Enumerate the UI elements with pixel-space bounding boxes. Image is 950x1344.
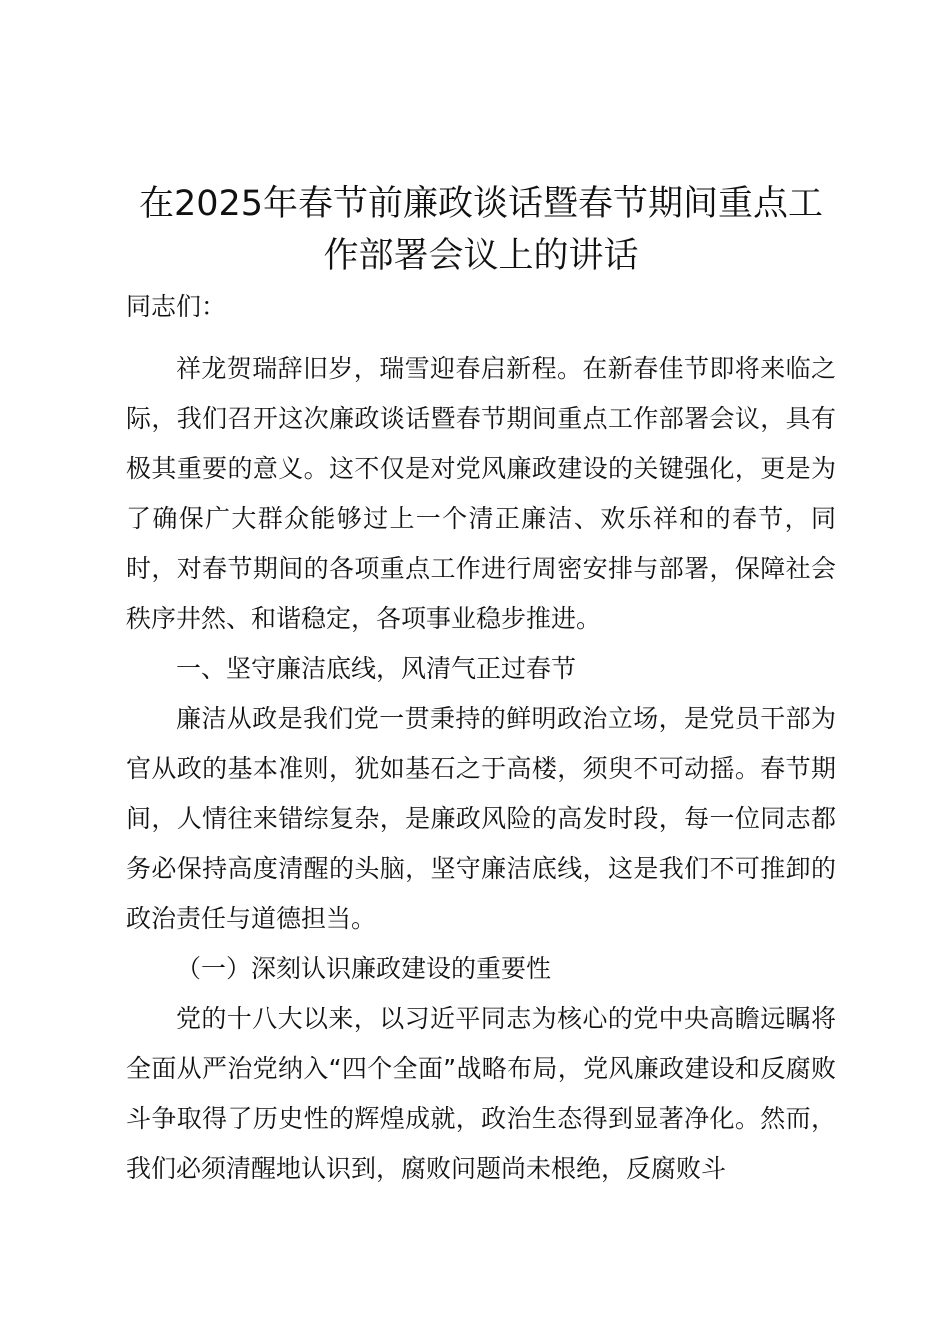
document-content (126, 178, 836, 1194)
document-title: 在2025年春节前廉政谈话暨春节期间重点工作部署会议上的讲话 (138, 184, 824, 276)
subsection-paragraph: 党的十八大以来，以习近平同志为核心的党中央高瞻远瞩将全面从严治党纳入“四个全面”战略布局，党风廉政建设和反腐败斗争取得了历史性的辉煌成就，政治生态得到显著净化。然而，我们必须清醒地认识到，腐败问题尚未根绝，反腐败斗 (126, 1004, 836, 1183)
intro-paragraph: 祥龙贺瑞辞旧岁，瑞雪迎春启新程。在新春佳节即将来临之际，我们召开这次廉政谈话暨春节期间重点工作部署会议，具有极其重要的意义。这不仅是对党风廉政建设的关键强化，更是为了确保广大群众能够过上一个清正廉洁、欢乐祥和的春节，同时，对春节期间的各项重点工作进行周密安排与部署，保障社会秩序井然、和谐稳定，各项事业稳步推进。 (126, 354, 836, 633)
salutation: 同志们： (126, 292, 227, 321)
subsection-heading: （一）深刻认识廉政建设的重要性 (176, 954, 552, 983)
section-heading: 一、坚守廉洁底线，风清气正过春节 (176, 654, 577, 683)
section-paragraph: 廉洁从政是我们党一贯秉持的鲜明政治立场，是党员干部为官从政的基本准则，犹如基石之于高楼，须臾不可动摇。春节期间，人情往来错综复杂，是廉政风险的高发时段，每一位同志都务必保持高度清醒的头脑，坚守廉洁底线，这是我们不可推卸的政治责任与道德担当。 (126, 704, 836, 933)
